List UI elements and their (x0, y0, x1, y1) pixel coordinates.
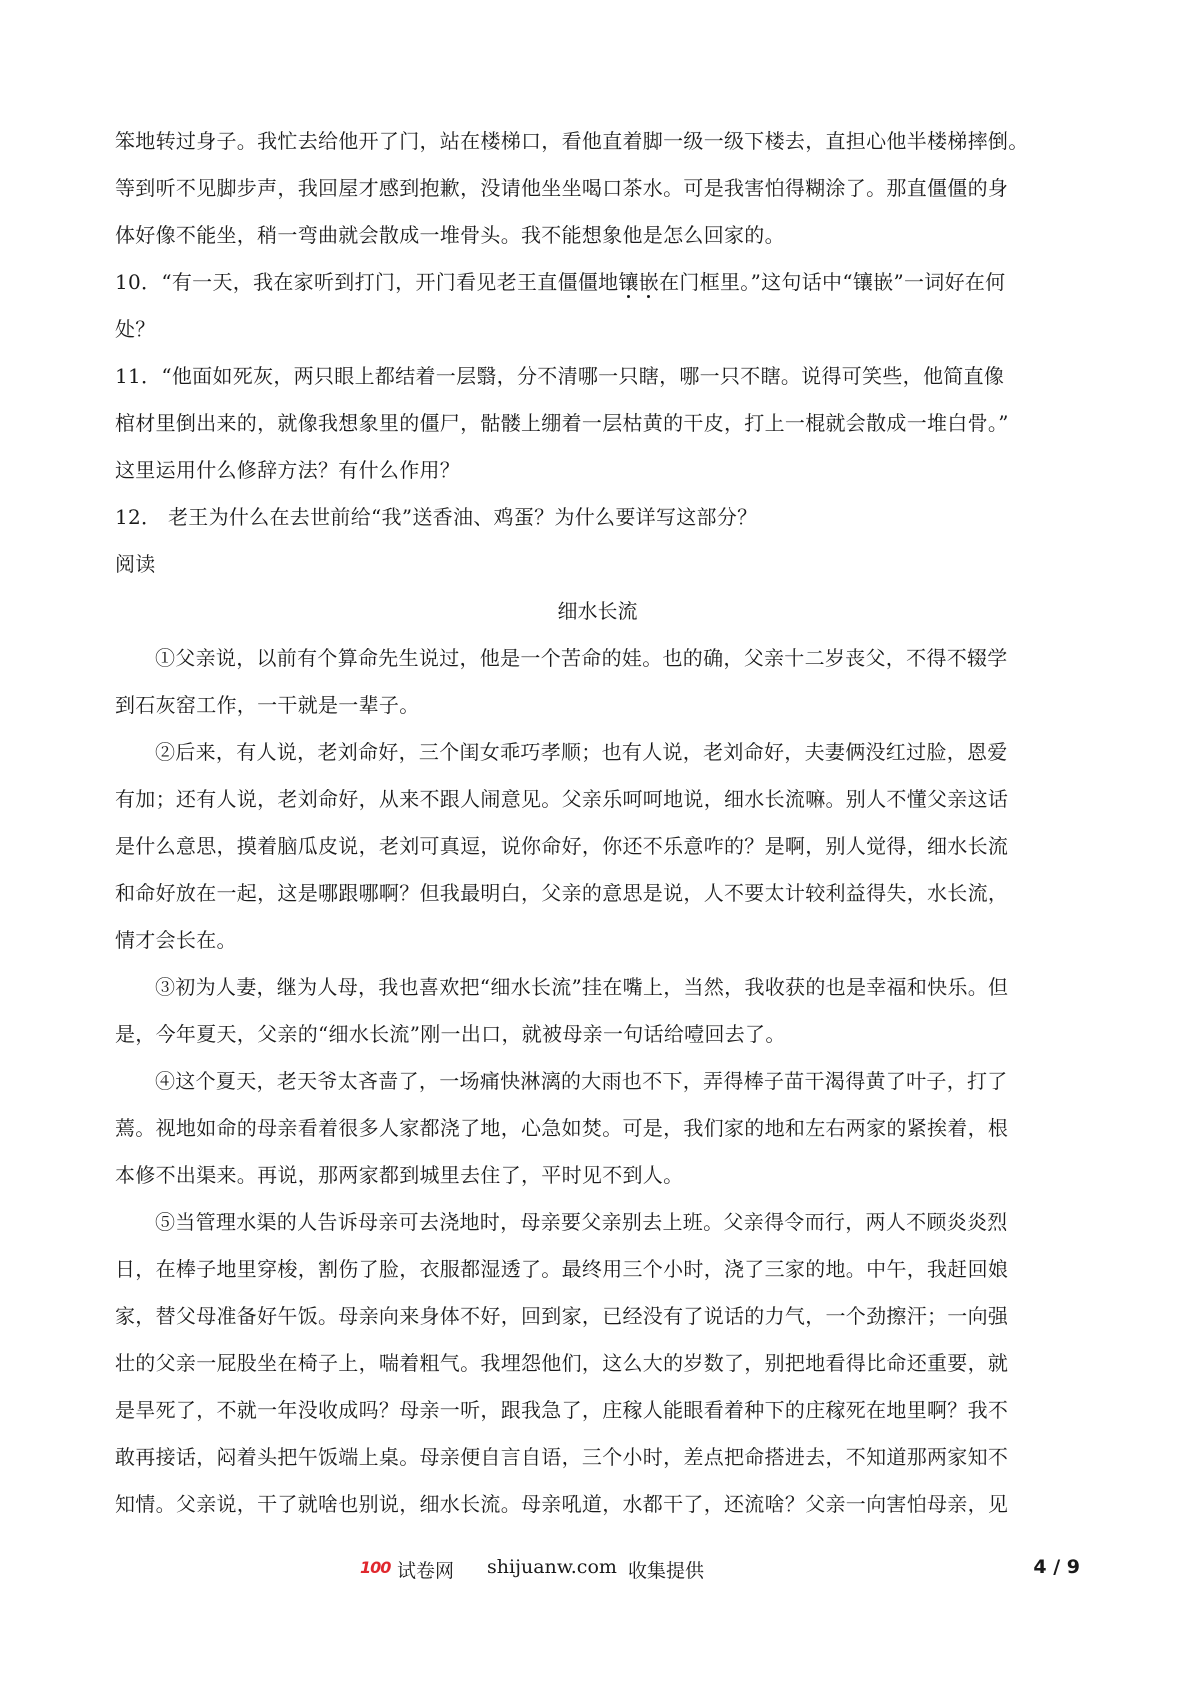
reading-heading: 阅读 (115, 552, 156, 576)
article-line: ①父亲说，以前有个算命先生说过，他是一个苦命的娃。也的确，父亲十二岁丧父，不得不辍学 (155, 646, 1008, 670)
question-11-line: 棺材里倒出来的，就像我想象里的僵尸，骷髅上绷着一层枯黄的干皮，打上一棍就会散成一堆白骨。” (115, 411, 1009, 435)
article-line: 和命好放在一起，这是哪跟哪啊？但我最明白，父亲的意思是说，人不要太计较利益得失，水长流， (115, 881, 1009, 905)
article-line: 家，替父母准备好午饭。母亲向来身体不好，回到家，已经没有了说话的力气，一个劲擦汗；一向强 (115, 1304, 1009, 1328)
emphasis-char: 嵌 (638, 270, 660, 294)
question-10-text-after: 在门框里。”这句话中“镶嵌”一词好在何 (659, 270, 1006, 294)
site-domain: shijuanw.com (487, 1556, 617, 1578)
article-line: 有加；还有人说，老刘命好，从来不跟人闹意见。父亲乐呵呵地说，细水长流嘛。别人不懂父亲这话 (115, 787, 1009, 811)
question-12: 12． 老王为什么在去世前给“我”送香油、鸡蛋？为什么要详写这部分？ (115, 505, 758, 529)
question-10-line2: 处？ (115, 317, 156, 341)
question-11-line: 这里运用什么修辞方法？有什么作用？ (115, 458, 461, 482)
site-name: 试卷网 (397, 1560, 455, 1582)
article-line: ②后来，有人说，老刘命好，三个闺女乖巧孝顺；也有人说，老刘命好，夫妻俩没红过脸，恩爱 (155, 740, 1008, 764)
article-line: 蔫。视地如命的母亲看着很多人家都浇了地，心急如焚。可是，我们家的地和左右两家的紧挨着，根 (115, 1116, 1009, 1140)
article-line: 日，在棒子地里穿梭，割伤了脸，衣服都湿透了。最终用三个小时，浇了三家的地。中午，我赶回娘 (115, 1257, 1009, 1281)
article-line: 壮的父亲一屁股坐在椅子上，喘着粗气。我埋怨他们，这么大的岁数了，别把地看得比命还重要，就 (115, 1351, 1009, 1375)
page-number: 4 / 9 (1033, 1556, 1080, 1578)
page-footer (0, 1552, 1191, 1592)
article-line: ⑤当管理水渠的人告诉母亲可去浇地时，母亲要父亲别去上班。父亲得令而行，两人不顾炎炎烈 (155, 1210, 1008, 1234)
question-10 (115, 259, 1080, 306)
article-line: 本修不出渠来。再说，那两家都到城里去住了，平时见不到人。 (115, 1163, 684, 1187)
article-line: ④这个夏天，老天爷太吝啬了，一场痛快淋漓的大雨也不下，弄得棒子苗干渴得黄了叶子，打了 (155, 1069, 1008, 1093)
page-content (115, 118, 1080, 1528)
article-line: 知情。父亲说，干了就啥也别说，细水长流。母亲吼道，水都干了，还流啥？父亲一向害怕母亲，见 (115, 1492, 1009, 1516)
article-line: 敢再接话，闷着头把午饭端上桌。母亲便自言自语，三个小时，差点把命搭进去，不知道那两家知不 (115, 1445, 1009, 1469)
article-line: 是旱死了，不就一年没收成吗？母亲一听，跟我急了，庄稼人能眼看着种下的庄稼死在地里啊？我不 (115, 1398, 1009, 1422)
article-line: ③初为人妻，继为人母，我也喜欢把“细水长流”挂在嘴上，当然，我收获的也是幸福和快乐。但 (155, 975, 1009, 999)
passage-line: 笨地转过身子。我忙去给他开了门，站在楼梯口，看他直着脚一级一级下楼去，直担心他半楼梯摔倒。 (115, 129, 1029, 153)
question-10-text-before: 10．“有一天，我在家听到打门，开门看见老王直僵僵地 (115, 270, 619, 294)
passage-line: 等到听不见脚步声，我回屋才感到抱歉，没请他坐坐喝口茶水。可是我害怕得糊涂了。那直僵僵的身 (115, 176, 1009, 200)
article-line: 是，今年夏天，父亲的“细水长流”刚一出口，就被母亲一句话给噎回去了。 (115, 1022, 786, 1046)
article-line: 是什么意思，摸着脑瓜皮说，老刘可真逗，说你命好，你还不乐意咋的？是啊，别人觉得，细水长流 (115, 834, 1009, 858)
passage-line: 体好像不能坐，稍一弯曲就会散成一堆骨头。我不能想象他是怎么回家的。 (115, 223, 785, 247)
article-line: 情才会长在。 (115, 928, 237, 952)
emphasis-char: 镶 (618, 270, 639, 294)
footer-provided: 收集提供 (628, 1560, 705, 1582)
question-11-line: 11．“他面如死灰，两只眼上都结着一层翳，分不清哪一只瞎，哪一只不瞎。说得可笑些，他简直像 (115, 364, 1005, 388)
site-logo: 100 (360, 1558, 391, 1577)
article-line: 到石灰窑工作，一干就是一辈子。 (115, 693, 420, 717)
article-title: 细水长流 (557, 599, 638, 623)
